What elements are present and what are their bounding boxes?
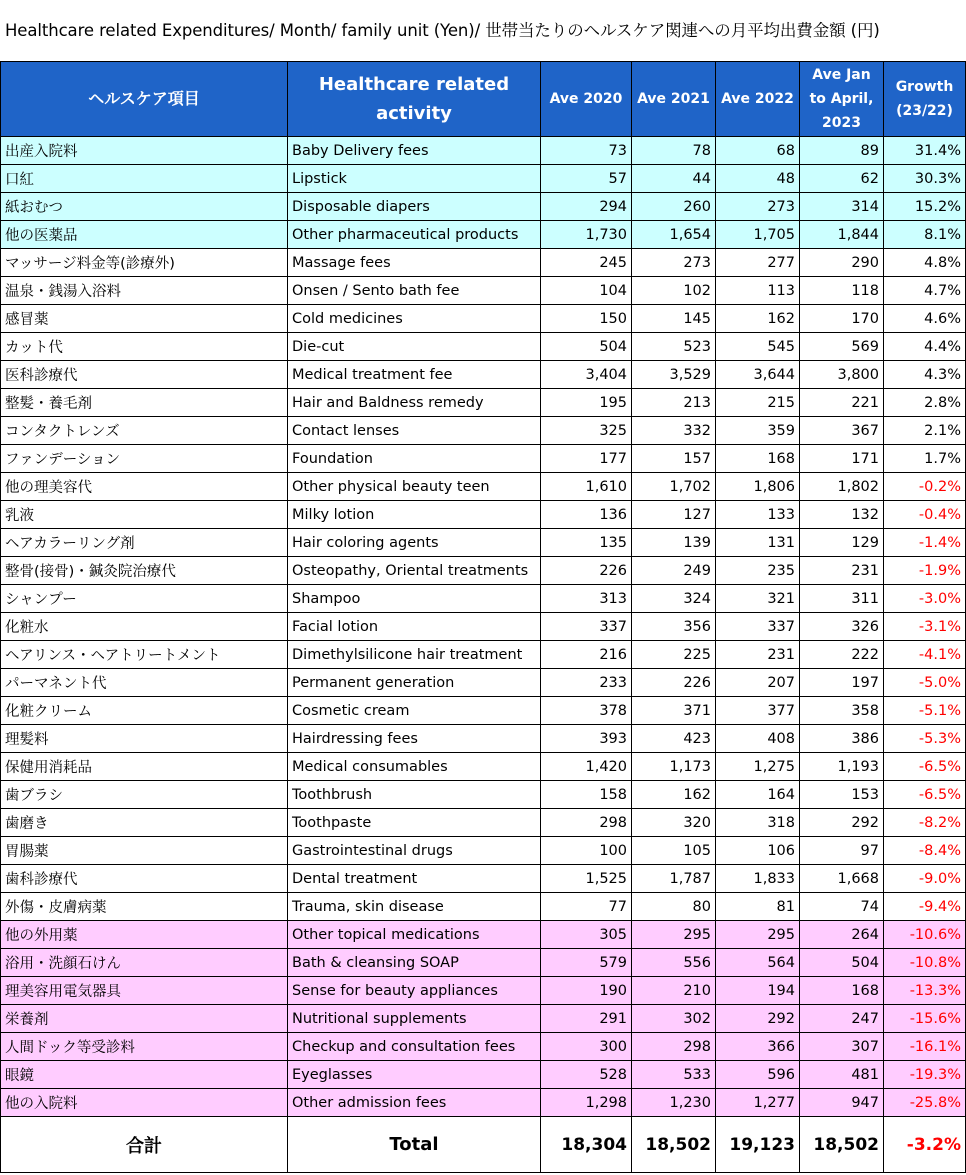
header-ave-2022: Ave 2022 — [716, 62, 800, 137]
row-ave-2020: 393 — [541, 725, 632, 753]
row-activity-label: Facial lotion — [288, 613, 541, 641]
row-activity-label: Hair coloring agents — [288, 529, 541, 557]
table-body — [1, 137, 966, 1117]
table-row — [1, 921, 966, 949]
row-ave-2022: 1,277 — [716, 1089, 800, 1117]
row-jp-label: 眼鏡 — [1, 1061, 288, 1089]
row-ave-2020: 226 — [541, 557, 632, 585]
row-ave-2021: 260 — [632, 193, 716, 221]
row-ave-2023: 222 — [800, 641, 884, 669]
row-ave-2021: 157 — [632, 445, 716, 473]
row-jp-label: 保健用消耗品 — [1, 753, 288, 781]
row-ave-2021: 80 — [632, 893, 716, 921]
row-ave-2022: 133 — [716, 501, 800, 529]
total-2022: 19,123 — [716, 1117, 800, 1173]
row-activity-label: Sense for beauty appliances — [288, 977, 541, 1005]
row-ave-2020: 1,730 — [541, 221, 632, 249]
row-ave-2020: 378 — [541, 697, 632, 725]
row-growth: -13.3% — [884, 977, 966, 1005]
row-growth: 30.3% — [884, 165, 966, 193]
row-ave-2020: 245 — [541, 249, 632, 277]
row-ave-2021: 145 — [632, 305, 716, 333]
row-jp-label: パーマネント代 — [1, 669, 288, 697]
row-activity-label: Bath & cleansing SOAP — [288, 949, 541, 977]
row-activity-label: Other physical beauty teen — [288, 473, 541, 501]
row-growth: -9.0% — [884, 865, 966, 893]
row-growth: -3.1% — [884, 613, 966, 641]
row-ave-2022: 3,644 — [716, 361, 800, 389]
row-ave-2021: 324 — [632, 585, 716, 613]
row-jp-label: 栄養剤 — [1, 1005, 288, 1033]
row-ave-2021: 105 — [632, 837, 716, 865]
table-row — [1, 641, 966, 669]
row-growth: -5.1% — [884, 697, 966, 725]
row-jp-label: 化粧クリーム — [1, 697, 288, 725]
row-growth: -4.1% — [884, 641, 966, 669]
row-ave-2023: 947 — [800, 1089, 884, 1117]
row-ave-2023: 62 — [800, 165, 884, 193]
row-ave-2022: 131 — [716, 529, 800, 557]
row-ave-2020: 579 — [541, 949, 632, 977]
row-jp-label: 胃腸薬 — [1, 837, 288, 865]
table-row — [1, 977, 966, 1005]
row-activity-label: Hair and Baldness remedy — [288, 389, 541, 417]
row-ave-2022: 277 — [716, 249, 800, 277]
row-growth: -25.8% — [884, 1089, 966, 1117]
row-ave-2023: 307 — [800, 1033, 884, 1061]
row-ave-2023: 1,193 — [800, 753, 884, 781]
row-growth: -5.0% — [884, 669, 966, 697]
row-ave-2022: 545 — [716, 333, 800, 361]
row-growth: 4.6% — [884, 305, 966, 333]
row-ave-2023: 231 — [800, 557, 884, 585]
row-ave-2020: 195 — [541, 389, 632, 417]
total-2023: 18,502 — [800, 1117, 884, 1173]
row-activity-label: Die-cut — [288, 333, 541, 361]
row-ave-2022: 81 — [716, 893, 800, 921]
row-jp-label: 医科診療代 — [1, 361, 288, 389]
row-ave-2021: 302 — [632, 1005, 716, 1033]
row-ave-2021: 356 — [632, 613, 716, 641]
row-ave-2021: 226 — [632, 669, 716, 697]
header-activity: Healthcare related activity — [288, 62, 541, 137]
row-ave-2021: 139 — [632, 529, 716, 557]
row-ave-2022: 408 — [716, 725, 800, 753]
row-jp-label: 外傷・皮膚病薬 — [1, 893, 288, 921]
row-ave-2020: 57 — [541, 165, 632, 193]
row-growth: -6.5% — [884, 781, 966, 809]
row-activity-label: Baby Delivery fees — [288, 137, 541, 165]
row-growth: -9.4% — [884, 893, 966, 921]
row-ave-2020: 100 — [541, 837, 632, 865]
table-row — [1, 697, 966, 725]
row-ave-2020: 298 — [541, 809, 632, 837]
row-growth: -15.6% — [884, 1005, 966, 1033]
row-growth: -1.9% — [884, 557, 966, 585]
row-ave-2020: 1,525 — [541, 865, 632, 893]
row-ave-2023: 264 — [800, 921, 884, 949]
row-jp-label: 感冒薬 — [1, 305, 288, 333]
row-growth: -0.2% — [884, 473, 966, 501]
row-jp-label: 他の外用薬 — [1, 921, 288, 949]
table-row — [1, 1033, 966, 1061]
row-jp-label: 歯磨き — [1, 809, 288, 837]
row-ave-2023: 168 — [800, 977, 884, 1005]
table-row — [1, 865, 966, 893]
row-jp-label: 他の医薬品 — [1, 221, 288, 249]
row-jp-label: 歯科診療代 — [1, 865, 288, 893]
table-row — [1, 1089, 966, 1117]
row-growth: -5.3% — [884, 725, 966, 753]
row-growth: 31.4% — [884, 137, 966, 165]
row-ave-2021: 162 — [632, 781, 716, 809]
table-row — [1, 221, 966, 249]
row-ave-2023: 197 — [800, 669, 884, 697]
row-ave-2023: 326 — [800, 613, 884, 641]
row-ave-2021: 523 — [632, 333, 716, 361]
row-ave-2020: 190 — [541, 977, 632, 1005]
row-activity-label: Onsen / Sento bath fee — [288, 277, 541, 305]
row-growth: -0.4% — [884, 501, 966, 529]
row-jp-label: ヘアカラーリング剤 — [1, 529, 288, 557]
table-row — [1, 333, 966, 361]
row-ave-2022: 318 — [716, 809, 800, 837]
row-ave-2020: 325 — [541, 417, 632, 445]
row-ave-2022: 162 — [716, 305, 800, 333]
row-jp-label: コンタクトレンズ — [1, 417, 288, 445]
header-growth: Growth (23/22) — [884, 62, 966, 137]
row-jp-label: 歯ブラシ — [1, 781, 288, 809]
row-ave-2020: 3,404 — [541, 361, 632, 389]
row-jp-label: 整骨(接骨)・鍼灸院治療代 — [1, 557, 288, 585]
row-activity-label: Dimethylsilicone hair treatment — [288, 641, 541, 669]
table-row — [1, 193, 966, 221]
row-ave-2022: 68 — [716, 137, 800, 165]
row-activity-label: Medical treatment fee — [288, 361, 541, 389]
header-jp-item: ヘルスケア項目 — [1, 62, 288, 137]
row-activity-label: Cold medicines — [288, 305, 541, 333]
row-ave-2022: 359 — [716, 417, 800, 445]
row-ave-2022: 1,275 — [716, 753, 800, 781]
row-growth: 1.7% — [884, 445, 966, 473]
row-ave-2021: 213 — [632, 389, 716, 417]
table-row — [1, 1005, 966, 1033]
row-ave-2020: 294 — [541, 193, 632, 221]
row-jp-label: 乳液 — [1, 501, 288, 529]
row-activity-label: Nutritional supplements — [288, 1005, 541, 1033]
row-growth: -10.8% — [884, 949, 966, 977]
table-row — [1, 781, 966, 809]
row-ave-2021: 127 — [632, 501, 716, 529]
row-ave-2020: 300 — [541, 1033, 632, 1061]
row-ave-2022: 321 — [716, 585, 800, 613]
row-activity-label: Foundation — [288, 445, 541, 473]
row-growth: 4.7% — [884, 277, 966, 305]
row-activity-label: Eyeglasses — [288, 1061, 541, 1089]
row-ave-2021: 371 — [632, 697, 716, 725]
row-growth: -6.5% — [884, 753, 966, 781]
row-ave-2023: 74 — [800, 893, 884, 921]
table-row — [1, 809, 966, 837]
table-header-row — [1, 62, 966, 137]
row-activity-label: Contact lenses — [288, 417, 541, 445]
row-growth: -8.2% — [884, 809, 966, 837]
header-ave-2021: Ave 2021 — [632, 62, 716, 137]
row-ave-2022: 377 — [716, 697, 800, 725]
row-activity-label: Other topical medications — [288, 921, 541, 949]
total-growth: -3.2% — [884, 1117, 966, 1173]
page-title: Healthcare related Expenditures/ Month/ family unit (Yen)/ 世帯当たりのヘルスケア関連への月平均出費金額 (円) — [5, 21, 880, 40]
table-row — [1, 557, 966, 585]
row-ave-2023: 504 — [800, 949, 884, 977]
row-ave-2022: 168 — [716, 445, 800, 473]
row-ave-2022: 164 — [716, 781, 800, 809]
row-ave-2022: 231 — [716, 641, 800, 669]
header-ave-2020: Ave 2020 — [541, 62, 632, 137]
row-growth: -19.3% — [884, 1061, 966, 1089]
row-ave-2021: 1,230 — [632, 1089, 716, 1117]
row-ave-2021: 295 — [632, 921, 716, 949]
row-ave-2023: 481 — [800, 1061, 884, 1089]
row-ave-2023: 386 — [800, 725, 884, 753]
row-growth: 2.8% — [884, 389, 966, 417]
row-ave-2022: 215 — [716, 389, 800, 417]
row-jp-label: 化粧水 — [1, 613, 288, 641]
row-activity-label: Milky lotion — [288, 501, 541, 529]
row-jp-label: 紙おむつ — [1, 193, 288, 221]
total-row — [1, 1117, 966, 1173]
row-jp-label: 理髪料 — [1, 725, 288, 753]
row-jp-label: 出産入院料 — [1, 137, 288, 165]
row-growth: 4.3% — [884, 361, 966, 389]
row-ave-2020: 216 — [541, 641, 632, 669]
row-ave-2023: 358 — [800, 697, 884, 725]
row-ave-2023: 221 — [800, 389, 884, 417]
row-ave-2021: 320 — [632, 809, 716, 837]
row-activity-label: Checkup and consultation fees — [288, 1033, 541, 1061]
row-activity-label: Other pharmaceutical products — [288, 221, 541, 249]
row-ave-2022: 194 — [716, 977, 800, 1005]
row-ave-2023: 1,802 — [800, 473, 884, 501]
table-row — [1, 613, 966, 641]
row-ave-2020: 305 — [541, 921, 632, 949]
row-ave-2022: 292 — [716, 1005, 800, 1033]
table-row — [1, 837, 966, 865]
row-jp-label: 浴用・洗顔石けん — [1, 949, 288, 977]
row-ave-2021: 332 — [632, 417, 716, 445]
row-ave-2022: 106 — [716, 837, 800, 865]
row-jp-label: 人間ドック等受診料 — [1, 1033, 288, 1061]
total-2020: 18,304 — [541, 1117, 632, 1173]
row-activity-label: Toothpaste — [288, 809, 541, 837]
total-jp: 合計 — [1, 1117, 288, 1173]
table-row — [1, 305, 966, 333]
table-row — [1, 893, 966, 921]
total-2021: 18,502 — [632, 1117, 716, 1173]
row-activity-label: Shampoo — [288, 585, 541, 613]
table-row — [1, 473, 966, 501]
table-row — [1, 445, 966, 473]
row-ave-2021: 1,787 — [632, 865, 716, 893]
row-activity-label: Hairdressing fees — [288, 725, 541, 753]
row-ave-2020: 135 — [541, 529, 632, 557]
table-row — [1, 949, 966, 977]
table-row — [1, 529, 966, 557]
row-ave-2023: 3,800 — [800, 361, 884, 389]
row-activity-label: Cosmetic cream — [288, 697, 541, 725]
row-jp-label: 整髪・養毛剤 — [1, 389, 288, 417]
row-ave-2023: 89 — [800, 137, 884, 165]
row-ave-2023: 132 — [800, 501, 884, 529]
row-activity-label: Gastrointestinal drugs — [288, 837, 541, 865]
row-ave-2023: 290 — [800, 249, 884, 277]
row-jp-label: カット代 — [1, 333, 288, 361]
row-growth: -16.1% — [884, 1033, 966, 1061]
row-ave-2023: 1,668 — [800, 865, 884, 893]
table-row — [1, 753, 966, 781]
table-row — [1, 277, 966, 305]
row-jp-label: シャンプー — [1, 585, 288, 613]
row-ave-2022: 596 — [716, 1061, 800, 1089]
row-ave-2021: 533 — [632, 1061, 716, 1089]
row-ave-2020: 1,610 — [541, 473, 632, 501]
row-ave-2021: 44 — [632, 165, 716, 193]
row-ave-2022: 366 — [716, 1033, 800, 1061]
row-ave-2023: 171 — [800, 445, 884, 473]
row-ave-2023: 569 — [800, 333, 884, 361]
row-ave-2020: 158 — [541, 781, 632, 809]
row-ave-2022: 337 — [716, 613, 800, 641]
header-ave-2023: Ave Jan to April, 2023 — [800, 62, 884, 137]
row-jp-label: ヘアリンス・ヘアトリートメント — [1, 641, 288, 669]
row-ave-2023: 97 — [800, 837, 884, 865]
row-ave-2021: 249 — [632, 557, 716, 585]
row-jp-label: 他の理美容代 — [1, 473, 288, 501]
row-ave-2020: 136 — [541, 501, 632, 529]
row-jp-label: ファンデーション — [1, 445, 288, 473]
row-ave-2020: 291 — [541, 1005, 632, 1033]
row-growth: -3.0% — [884, 585, 966, 613]
row-ave-2022: 235 — [716, 557, 800, 585]
row-activity-label: Other admission fees — [288, 1089, 541, 1117]
table-row — [1, 725, 966, 753]
table-row — [1, 669, 966, 697]
row-ave-2021: 556 — [632, 949, 716, 977]
row-activity-label: Dental treatment — [288, 865, 541, 893]
row-ave-2020: 1,298 — [541, 1089, 632, 1117]
table-row — [1, 585, 966, 613]
row-ave-2020: 177 — [541, 445, 632, 473]
table-row — [1, 417, 966, 445]
row-ave-2023: 1,844 — [800, 221, 884, 249]
row-ave-2021: 102 — [632, 277, 716, 305]
row-growth: 8.1% — [884, 221, 966, 249]
row-ave-2020: 337 — [541, 613, 632, 641]
row-jp-label: マッサージ料金等(診療外) — [1, 249, 288, 277]
row-ave-2020: 528 — [541, 1061, 632, 1089]
row-ave-2020: 77 — [541, 893, 632, 921]
row-ave-2022: 207 — [716, 669, 800, 697]
row-ave-2021: 423 — [632, 725, 716, 753]
row-growth: 15.2% — [884, 193, 966, 221]
row-ave-2021: 1,702 — [632, 473, 716, 501]
table-row — [1, 137, 966, 165]
row-growth: -8.4% — [884, 837, 966, 865]
row-ave-2021: 210 — [632, 977, 716, 1005]
row-growth: 2.1% — [884, 417, 966, 445]
row-ave-2022: 1,833 — [716, 865, 800, 893]
row-ave-2023: 311 — [800, 585, 884, 613]
table-row — [1, 165, 966, 193]
row-growth: -1.4% — [884, 529, 966, 557]
row-activity-label: Trauma, skin disease — [288, 893, 541, 921]
row-jp-label: 口紅 — [1, 165, 288, 193]
row-ave-2020: 150 — [541, 305, 632, 333]
row-activity-label: Toothbrush — [288, 781, 541, 809]
table-row — [1, 501, 966, 529]
row-activity-label: Permanent generation — [288, 669, 541, 697]
row-jp-label: 理美容用電気器具 — [1, 977, 288, 1005]
row-ave-2020: 1,420 — [541, 753, 632, 781]
row-ave-2021: 78 — [632, 137, 716, 165]
row-ave-2020: 233 — [541, 669, 632, 697]
row-ave-2021: 1,654 — [632, 221, 716, 249]
row-activity-label: Osteopathy, Oriental treatments — [288, 557, 541, 585]
row-growth: 4.8% — [884, 249, 966, 277]
row-ave-2023: 367 — [800, 417, 884, 445]
row-ave-2021: 273 — [632, 249, 716, 277]
table-row — [1, 361, 966, 389]
row-ave-2021: 298 — [632, 1033, 716, 1061]
row-growth: 4.4% — [884, 333, 966, 361]
row-ave-2022: 564 — [716, 949, 800, 977]
row-ave-2023: 170 — [800, 305, 884, 333]
row-ave-2022: 1,705 — [716, 221, 800, 249]
row-ave-2022: 113 — [716, 277, 800, 305]
row-ave-2021: 225 — [632, 641, 716, 669]
row-ave-2022: 1,806 — [716, 473, 800, 501]
row-activity-label: Disposable diapers — [288, 193, 541, 221]
row-ave-2023: 129 — [800, 529, 884, 557]
row-activity-label: Massage fees — [288, 249, 541, 277]
table-row — [1, 249, 966, 277]
total-en: Total — [288, 1117, 541, 1173]
table-row — [1, 389, 966, 417]
row-jp-label: 他の入院料 — [1, 1089, 288, 1117]
row-ave-2022: 273 — [716, 193, 800, 221]
row-activity-label: Medical consumables — [288, 753, 541, 781]
row-ave-2021: 3,529 — [632, 361, 716, 389]
row-ave-2020: 104 — [541, 277, 632, 305]
row-activity-label: Lipstick — [288, 165, 541, 193]
row-ave-2023: 153 — [800, 781, 884, 809]
row-ave-2020: 504 — [541, 333, 632, 361]
row-growth: -10.6% — [884, 921, 966, 949]
row-ave-2021: 1,173 — [632, 753, 716, 781]
row-ave-2022: 48 — [716, 165, 800, 193]
row-ave-2023: 247 — [800, 1005, 884, 1033]
row-ave-2023: 292 — [800, 809, 884, 837]
expenditure-table — [0, 61, 966, 1173]
row-ave-2023: 314 — [800, 193, 884, 221]
table-row — [1, 1061, 966, 1089]
row-ave-2022: 295 — [716, 921, 800, 949]
row-ave-2020: 313 — [541, 585, 632, 613]
row-jp-label: 温泉・銭湯入浴料 — [1, 277, 288, 305]
row-ave-2023: 118 — [800, 277, 884, 305]
row-ave-2020: 73 — [541, 137, 632, 165]
